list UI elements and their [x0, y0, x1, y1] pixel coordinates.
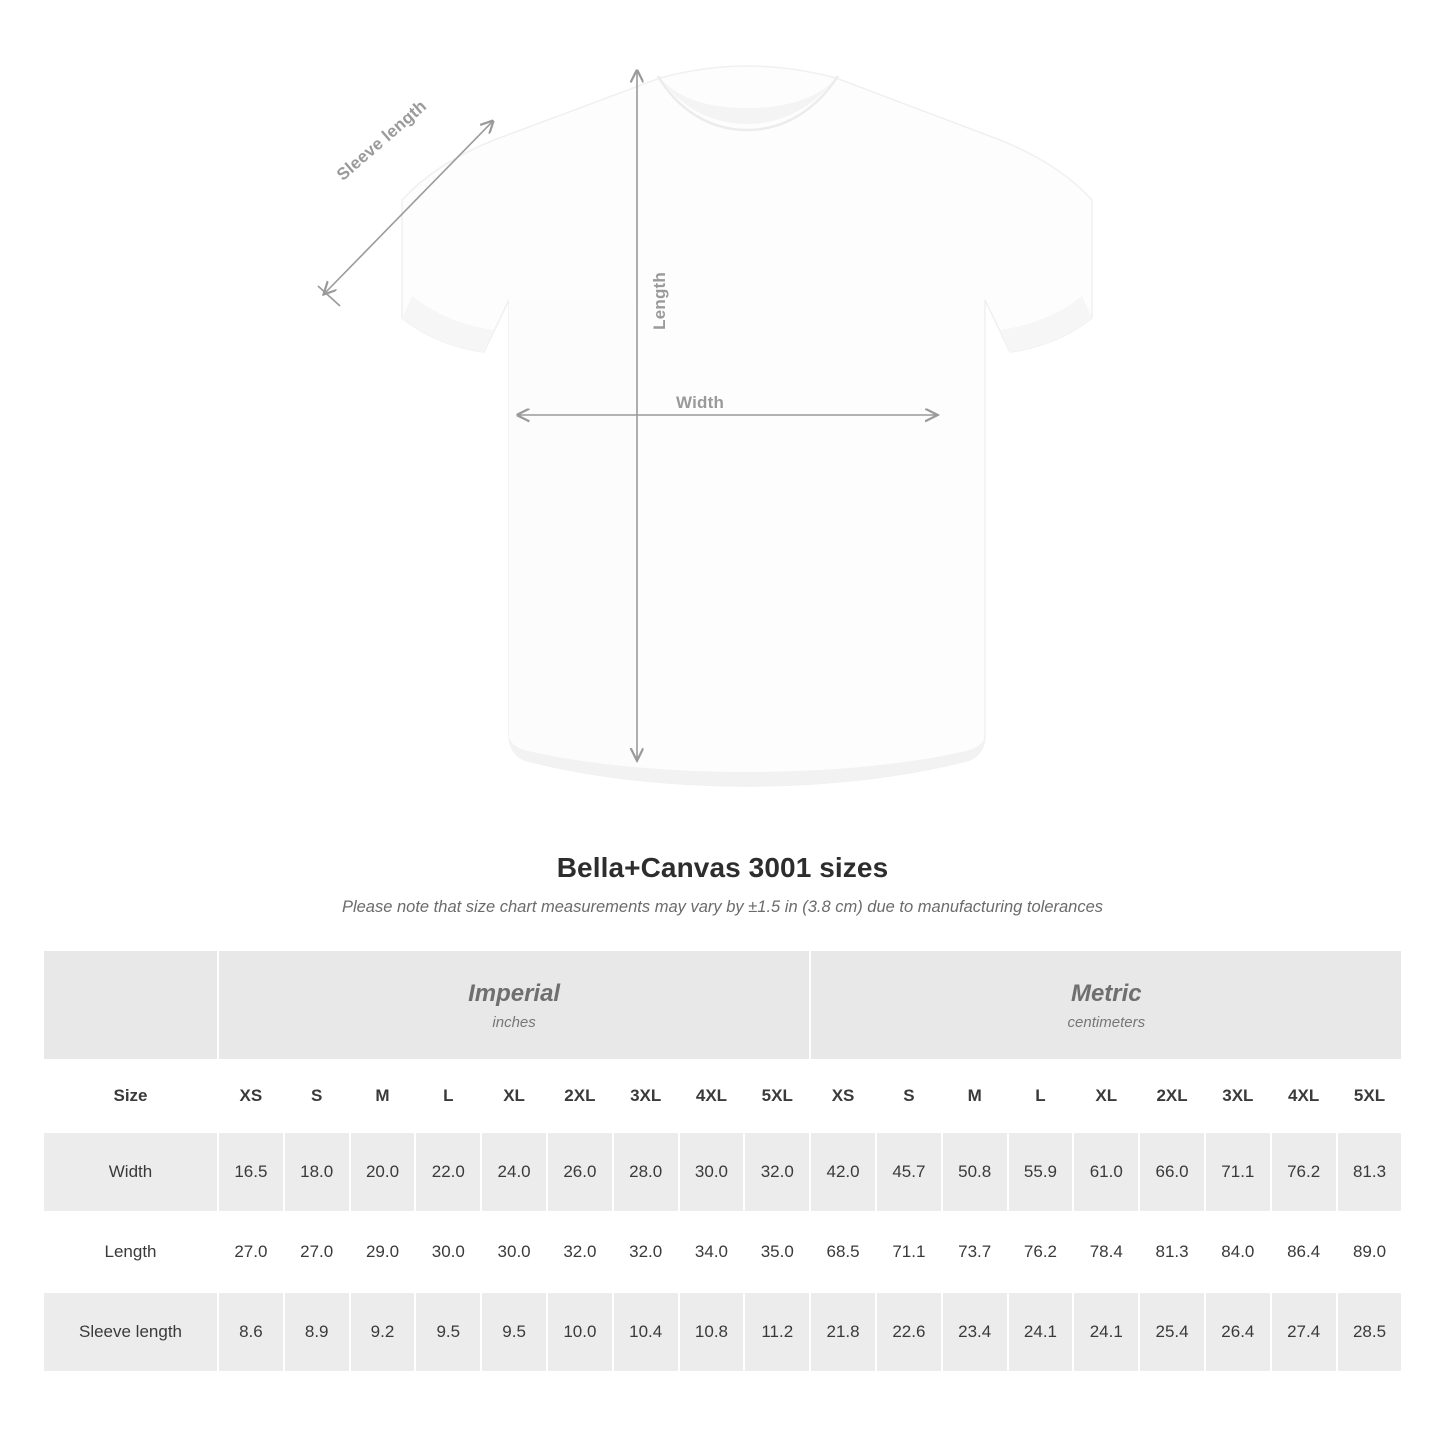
cell-length-metric: 86.4 — [1271, 1212, 1337, 1292]
cell-sleeve-imperial: 11.2 — [744, 1292, 810, 1372]
cell-width-imperial: 16.5 — [218, 1132, 284, 1212]
imperial-unit-sub: inches — [492, 1013, 536, 1031]
cell-sleeve-metric: 21.8 — [810, 1292, 876, 1372]
size-col-header: M — [942, 1060, 1008, 1132]
size-col-header: 2XL — [547, 1060, 613, 1132]
cell-length-imperial: 30.0 — [415, 1212, 481, 1292]
cell-width-metric: 71.1 — [1205, 1132, 1271, 1212]
size-col-header: 2XL — [1139, 1060, 1205, 1132]
cell-length-imperial: 29.0 — [350, 1212, 416, 1292]
size-col-header: XS — [810, 1060, 876, 1132]
cell-length-metric: 71.1 — [876, 1212, 942, 1292]
size-col-header: M — [350, 1060, 416, 1132]
size-col-header: 4XL — [679, 1060, 745, 1132]
page-title: Bella+Canvas 3001 sizes — [556, 852, 889, 883]
cell-length-metric: 81.3 — [1139, 1212, 1205, 1292]
imperial-unit-header — [218, 950, 810, 1060]
size-col-header: L — [1008, 1060, 1074, 1132]
cell-sleeve-imperial: 9.2 — [350, 1292, 416, 1372]
unit-header-spacer — [43, 950, 218, 1060]
cell-width-metric: 81.3 — [1337, 1132, 1403, 1212]
cell-width-metric: 50.8 — [942, 1132, 1008, 1212]
cell-sleeve-metric: 24.1 — [1073, 1292, 1139, 1372]
cell-sleeve-imperial: 10.8 — [679, 1292, 745, 1372]
cell-width-imperial: 28.0 — [613, 1132, 679, 1212]
size-header-row — [43, 1060, 1402, 1132]
cell-width-imperial: 30.0 — [679, 1132, 745, 1212]
sleeve-length-dimension-label: Sleeve length — [333, 96, 431, 185]
size-col-header: 5XL — [744, 1060, 810, 1132]
cell-length-imperial: 27.0 — [284, 1212, 350, 1292]
cell-length-metric: 78.4 — [1073, 1212, 1139, 1292]
cell-width-imperial: 26.0 — [547, 1132, 613, 1212]
metric-unit-header — [810, 950, 1402, 1060]
cell-length-imperial: 27.0 — [218, 1212, 284, 1292]
size-col-header: 5XL — [1337, 1060, 1403, 1132]
row-label-sleeve-length: Sleeve length — [43, 1292, 218, 1372]
size-col-header: S — [284, 1060, 350, 1132]
cell-width-metric: 55.9 — [1008, 1132, 1074, 1212]
cell-sleeve-imperial: 8.6 — [218, 1292, 284, 1372]
tolerance-note: Please note that size chart measurements may vary by ±1.5 in (3.8 cm) due to manufacturing tolerances — [341, 898, 1104, 916]
size-col-header: S — [876, 1060, 942, 1132]
cell-width-metric: 45.7 — [876, 1132, 942, 1212]
cell-width-imperial: 22.0 — [415, 1132, 481, 1212]
size-col-header: 3XL — [1205, 1060, 1271, 1132]
row-label-width: Width — [43, 1132, 218, 1212]
cell-width-metric: 76.2 — [1271, 1132, 1337, 1212]
cell-length-imperial: 32.0 — [613, 1212, 679, 1292]
cell-sleeve-imperial: 9.5 — [481, 1292, 547, 1372]
cell-sleeve-metric: 24.1 — [1008, 1292, 1074, 1372]
size-row-label: Size — [43, 1060, 218, 1132]
cell-width-imperial: 20.0 — [350, 1132, 416, 1212]
cell-width-metric: 66.0 — [1139, 1132, 1205, 1212]
width-dimension-label: Width — [676, 393, 725, 412]
cell-length-imperial: 35.0 — [744, 1212, 810, 1292]
metric-unit-sub: centimeters — [1067, 1013, 1146, 1031]
cell-width-metric: 42.0 — [810, 1132, 876, 1212]
cell-sleeve-imperial: 8.9 — [284, 1292, 350, 1372]
size-table-container — [0, 949, 1445, 1373]
cell-length-metric: 84.0 — [1205, 1212, 1271, 1292]
size-col-header: 3XL — [613, 1060, 679, 1132]
cell-sleeve-metric: 26.4 — [1205, 1292, 1271, 1372]
cell-length-imperial: 30.0 — [481, 1212, 547, 1292]
cell-width-imperial: 32.0 — [744, 1132, 810, 1212]
cell-length-imperial: 34.0 — [679, 1212, 745, 1292]
table-row — [43, 1292, 1402, 1372]
cell-length-metric: 76.2 — [1008, 1212, 1074, 1292]
imperial-unit-name: Imperial — [468, 979, 561, 1007]
table-row — [43, 1212, 1402, 1292]
cell-width-imperial: 18.0 — [284, 1132, 350, 1212]
cell-sleeve-metric: 27.4 — [1271, 1292, 1337, 1372]
size-col-header: XL — [481, 1060, 547, 1132]
size-col-header: 4XL — [1271, 1060, 1337, 1132]
size-col-header: L — [415, 1060, 481, 1132]
table-row — [43, 1132, 1402, 1212]
cell-sleeve-imperial: 9.5 — [415, 1292, 481, 1372]
cell-length-imperial: 32.0 — [547, 1212, 613, 1292]
size-chart-header — [0, 852, 1445, 917]
size-col-header: XL — [1073, 1060, 1139, 1132]
cell-width-imperial: 24.0 — [481, 1132, 547, 1212]
length-dimension-label: Length — [650, 272, 669, 330]
metric-unit-name: Metric — [1070, 979, 1142, 1007]
cell-sleeve-imperial: 10.4 — [613, 1292, 679, 1372]
cell-sleeve-imperial: 10.0 — [547, 1292, 613, 1372]
cell-sleeve-metric: 28.5 — [1337, 1292, 1403, 1372]
size-col-header: XS — [218, 1060, 284, 1132]
row-label-length: Length — [43, 1212, 218, 1292]
cell-length-metric: 89.0 — [1337, 1212, 1403, 1292]
cell-sleeve-metric: 25.4 — [1139, 1292, 1205, 1372]
cell-sleeve-metric: 23.4 — [942, 1292, 1008, 1372]
cell-length-metric: 68.5 — [810, 1212, 876, 1292]
cell-length-metric: 73.7 — [942, 1212, 1008, 1292]
size-chart-table — [42, 949, 1403, 1373]
cell-width-metric: 61.0 — [1073, 1132, 1139, 1212]
cell-sleeve-metric: 22.6 — [876, 1292, 942, 1372]
unit-header-row — [43, 950, 1402, 1060]
